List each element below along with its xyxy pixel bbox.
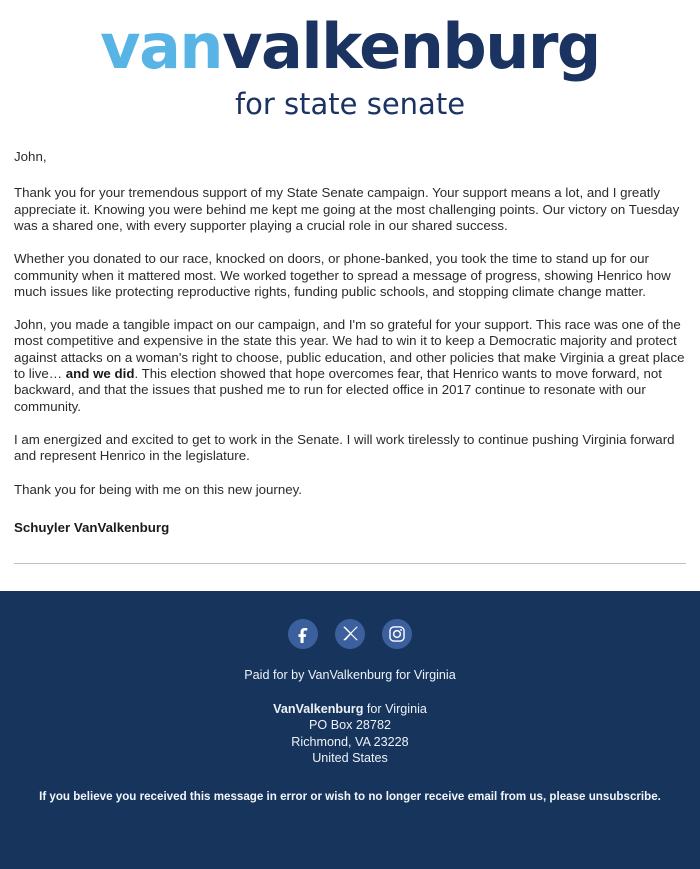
address-organization-line	[20, 701, 680, 718]
address-organization-name: VanValkenburg	[273, 701, 364, 716]
paragraph-3-emphasis: and we did	[65, 366, 135, 382]
unsubscribe-link[interactable]: unsubscribe	[588, 789, 658, 803]
logo-suffix-valkenburg: valkenburg	[222, 10, 600, 83]
letter-paragraph-2: Whether you donated to our race, knocked on doors, or phone-banked, you took the time to stand up for our community when it mattered most. We worked together to spread a message of progress, showing Henrico how much issues like protecting reproductive rights, funding public schools, and stopping climate change matter.	[14, 251, 671, 299]
letter-paragraph-4: I am energized and excited to get to work in the Senate. I will work tirelessly to continue pushing Virginia forward and represent Henrico in the legislature.	[14, 431, 675, 464]
paragraph-3-text-a: John, you made a tangible impact on our campaign, and I'm so grateful for your support. This race was one of the most competitive and expensive in the state this year. We had to win it to keep a Democratic majority and protect against attacks on a woman's right to choose, public education, and other policies that make Virginia a great place to live…	[14, 317, 685, 382]
paid-for-disclaimer: Paid for by VanValkenburg for Virginia	[244, 667, 456, 682]
letter-paragraph-3	[14, 317, 686, 415]
x-twitter-link[interactable]	[335, 619, 365, 649]
instagram-icon	[388, 625, 406, 643]
logo-prefix-van: van	[100, 10, 223, 83]
address-city-state-zip: Richmond, VA 23228	[291, 734, 409, 749]
email-footer	[0, 591, 700, 869]
letter-signature: Schuyler VanValkenburg	[14, 519, 170, 535]
unsubscribe-period: .	[657, 789, 661, 803]
campaign-wordmark-logo	[0, 10, 700, 83]
paragraph-3-text-b: . This election showed that hope overcomes fear, that Henrico wants to move forward, not backward, and that the issues that pushed me to run for elected office in 2017 continue to resonate with our community.	[14, 366, 662, 414]
social-links-row	[20, 619, 680, 649]
address-po-box: PO Box 28782	[309, 718, 391, 733]
instagram-link[interactable]	[382, 619, 412, 649]
divider-zone	[0, 555, 700, 572]
unsubscribe-notice	[20, 789, 680, 804]
address-country: United States	[312, 751, 388, 766]
x-twitter-icon	[342, 625, 359, 642]
unsubscribe-text: If you believe you received this message in error or wish to no longer receive email from us, please	[39, 789, 589, 803]
letter-paragraph-5: Thank you for being with me on this new journey.	[14, 481, 303, 497]
email-header	[0, 0, 700, 127]
campaign-tagline: for state senate	[234, 87, 466, 122]
letter-body	[0, 127, 700, 535]
mailing-address-block	[20, 701, 680, 767]
section-divider	[14, 563, 686, 564]
address-organization-suffix: for Virginia	[363, 701, 427, 716]
letter-greeting: John,	[14, 149, 47, 165]
letter-paragraph-1: Thank you for your tremendous support of my State Senate campaign. Your support means a lot, and I greatly appreciate it. Knowing you were behind me kept me going at the most challenging points. Our victory on Tuesday was a shared one, with every supporter playing a crucial role in our shared success.	[14, 185, 680, 233]
facebook-link[interactable]	[288, 619, 318, 649]
facebook-icon	[294, 624, 313, 643]
